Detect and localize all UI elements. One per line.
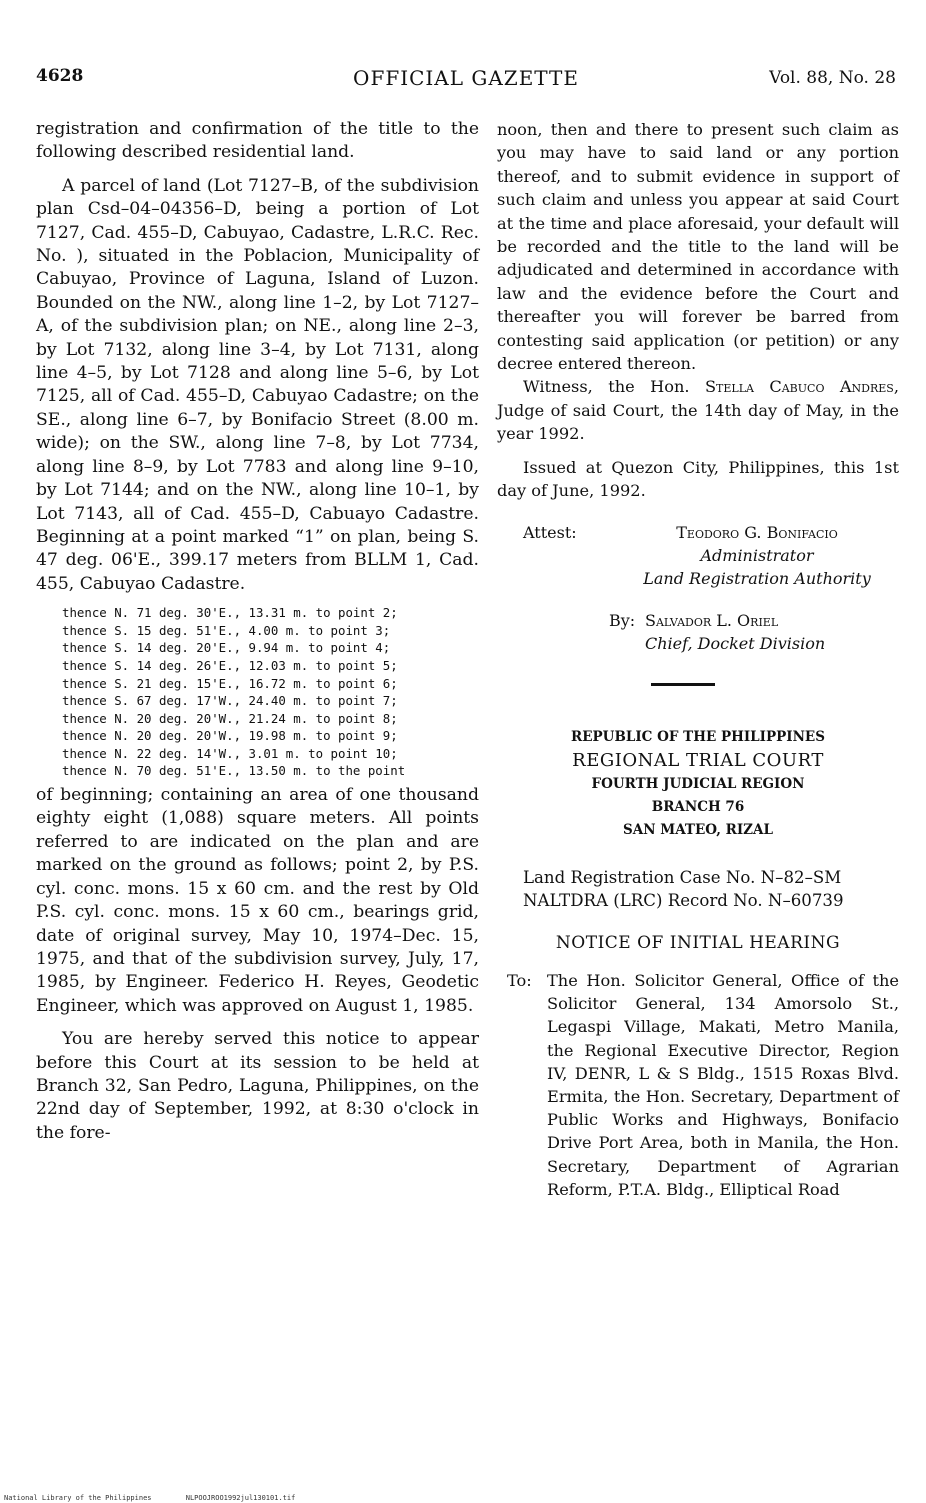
bearing-line: thence S. 15 deg. 51'E., 4.00 m. to point 3; [62,622,391,638]
left-column [36,118,479,1145]
bearing-line: thence N. 71 deg. 30'E., 13.31 m. to point 2; [62,605,398,621]
publication-title: OFFICIAL GAZETTE [353,66,579,90]
paragraph-area: of beginning; containing an area of one thousand eighty eight (1,088) square meters. All points referred to are indicated on the plan and are marked on the ground as follows; point 2, by P.S. cyl. conc. mons. 15 x 60 cm. and the rest by Old P.S. cyl. conc. mons. 15 x 60 cm., bearings grid, date of original survey, May 10, 1974–Dec. 15, 1975, and that of the subdivision survey, July, 17, 1985, by Engineer. Federico H. Reyes, Geodetic Engineer, which was approved on August 1, 1985. [36,785,479,1016]
paragraph-land-description: A parcel of land (Lot 7127–B, of the subdivision plan Csd–04–04356–D, being a portion of Lot 7127, Cad. 455–D, Cabuyao, Cadastre, L.R.C. Rec. No. ), situated in the Poblacion, Municipality of Cabuyao, Province of Laguna, Island of Luzon. Bounded on the NW., along line 1–2, by Lot 7127–A, of the subdivision plan; on NE., along line 2–3, by Lot 7132, along line 3–4, by Lot 7131, along line 4–5, by Lot 7128 and along line 5–6, by Lot 7125, all of Cad. 455–D, Cabuyao Cadastre; on the SE., along line 6–7, by Bonifacio Street (8.00 m. wide); on the SW., along line 7–8, by Lot 7734, along line 8–9, by Lot 7783 and along line 9–10, by Lot 7144; and on the NW., along line 10–1, by Lot 7143, all of Cad. 455–D, Cabuayo Cadastre. Beginning at a point marked “1” on plan, being S. 47 deg. 06'E., 399.17 meters from BLLM 1, Cad. 455, Cabuyao Cadastre. [36,175,479,594]
case-number: Land Registration Case No. N–82–SM [523,867,842,887]
by-signatory [645,609,825,655]
by-label: By: [609,610,636,630]
file-name: NLPOOJROO1992jul130101.tif [185,1494,296,1502]
attest-signatory [617,521,897,590]
witness-prefix: Witness, the Hon. [523,377,690,397]
paragraph-issued: Issued at Quezon City, Philippines, this 1st day of June, 1992. [497,457,899,501]
paragraph-served-notice: You are hereby served this notice to appear before this Court at its session to be held at Branch 32, San Pedro, Laguna, Philippines, on the 22nd day of September, 1992, at 8:30 o'clock in the fore- [36,1029,479,1143]
by-name: Salvador L. Oriel [645,610,779,630]
bearings-list [36,604,479,780]
by-block [497,609,899,665]
case-numbers [497,866,899,912]
scan-footer [4,1494,325,1502]
attest-name: Teodoro G. Bonifacio [676,522,838,542]
bearing-line: thence S. 14 deg. 20'E., 9.94 m. to point 4; [62,640,391,656]
caption-branch: BRANCH 76 [651,798,745,815]
paragraph-witness [497,375,899,445]
bearing-line: thence S. 67 deg. 17'W., 24.40 m. to point 7; [62,693,398,709]
addressee-block [497,969,899,1201]
attest-agency: Land Registration Authority [643,568,871,588]
page-header [36,66,896,96]
paragraph-registration: registration and confirmation of the title to the following described residential land. [36,119,479,163]
bearing-line: thence S. 21 deg. 15'E., 16.72 m. to point 6; [62,675,398,691]
caption-court: REGIONAL TRIAL COURT [572,749,824,771]
caption-republic: REPUBLIC OF THE PHILIPPINES [571,728,825,745]
section-divider [651,683,715,686]
attest-label: Attest: [523,522,577,542]
bearing-line: thence S. 14 deg. 26'E., 12.03 m. to point 5; [62,657,398,673]
witness-suffix: , Judge of said Court, the 14th day of May, in the year 1992. [497,377,899,444]
page-number: 4628 [36,66,84,86]
judge-name: Stella Cabuco Andres [704,377,894,397]
volume-issue: Vol. 88, No. 28 [769,68,896,88]
to-label: To: [507,970,532,990]
bearing-line: thence N. 22 deg. 14'W., 3.01 m. to point 10; [62,745,398,761]
bearing-line: thence N. 20 deg. 20'W., 21.24 m. to point 8; [62,710,398,726]
attestation-block [497,521,899,597]
by-title: Chief, Docket Division [645,633,826,653]
bearing-line: thence N. 20 deg. 20'W., 19.98 m. to point 9; [62,728,398,744]
caption-location: SAN MATEO, RIZAL [622,821,773,838]
library-credit: National Library of the Philippines [4,1494,152,1502]
paragraph-claim: noon, then and there to present such claim as you may have to said land or any portion thereof, and to submit evidence in support of such claim and unless you appear at said Court at the time and place aforesaid, your default will be recorded and the title to the land will be adjudicated and determined in accordance with law and the evidence before the Court and thereafter you will forever be barred from contesting said application (or petition) or any decree entered thereon. [497,120,899,374]
bearing-line: thence N. 70 deg. 51'E., 13.50 m. to the point [62,763,406,779]
court-caption [497,726,899,842]
caption-region: FOURTH JUDICIAL REGION [591,775,805,792]
attest-title: Administrator [700,545,814,565]
notice-title: NOTICE OF INITIAL HEARING [555,932,841,953]
addressee-list: The Hon. Solicitor General, Office of the Solicitor General, 134 Amorsolo St., Legaspi Village, Makati, Metro Manila, the Regional Executive Director, Region IV, DENR, L & S Bldg., 1515 Roxas Blvd. Ermita, the Hon. Secretary, Department of Public Works and Highways, Bonifacio Drive Port Area, both in Manila, the Hon. Secretary, Department of Agrarian Reform, P.T.A. Bldg., Elliptical Road [547,970,899,1199]
record-number: NALTDRA (LRC) Record No. N–60739 [523,890,844,910]
right-column [497,118,899,1201]
